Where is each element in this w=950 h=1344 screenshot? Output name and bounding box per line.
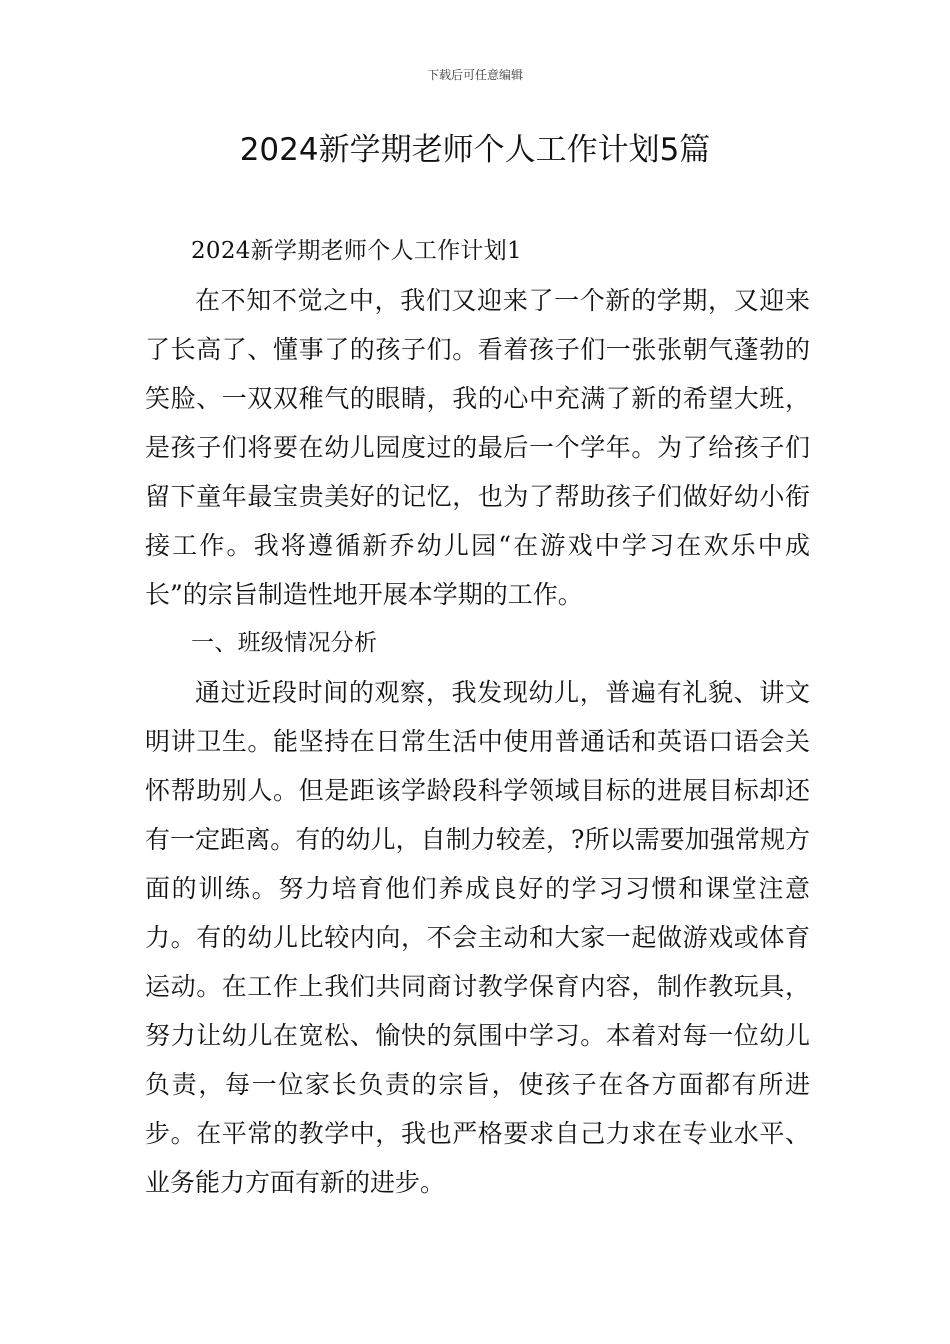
section-heading: 一、班级情况分析	[191, 630, 378, 656]
intro-paragraph: 在不知不觉之中，我们又迎来了一个新的学期，又迎来了长高了、懂事了的孩子们。看着孩子们一张张朝气蓬勃的笑脸、一双双稚气的眼睛，我的心中充满了新的希望大班，是孩子们将要在幼儿园度过的最后一个学年。为了给孩子们留下童年最宝贵美好的记忆，也为了帮助孩子们做好幼小衔接工作。我将遵循新乔幼儿园“在游戏中学习在欢乐中成长”的宗旨制造性地开展本学期的工作。	[145, 286, 810, 609]
document-title: 2024新学期老师个人工作计划5篇	[239, 132, 711, 168]
document-body	[145, 227, 810, 1207]
header-note: 下载后可任意编辑	[426, 68, 523, 82]
plan-subtitle: 2024新学期老师个人工作计划1	[191, 238, 522, 264]
class-analysis-paragraph: 通过近段时间的观察，我发现幼儿，普遍有礼貌、讲文明讲卫生。能坚持在日常生活中使用普通话和英语口语会关怀帮助别人。但是距该学龄段科学领域目标的进展目标却还有一定距离。有的幼儿，自制力较差，?所以需要加强常规方面的训练。努力培育他们养成良好的学习习惯和课堂注意力。有的幼儿比较内向，不会主动和大家一起做游戏或体育运动。在工作上我们共同商讨教学保育内容，制作教玩具，努力让幼儿在宽松、愉快的氛围中学习。本着对每一位幼儿负责，每一位家长负责的宗旨，使孩子在各方面都有所进步。在平常的教学中，我也严格要求自己力求在专业水平、业务能力方面有新的进步。	[145, 678, 810, 1197]
